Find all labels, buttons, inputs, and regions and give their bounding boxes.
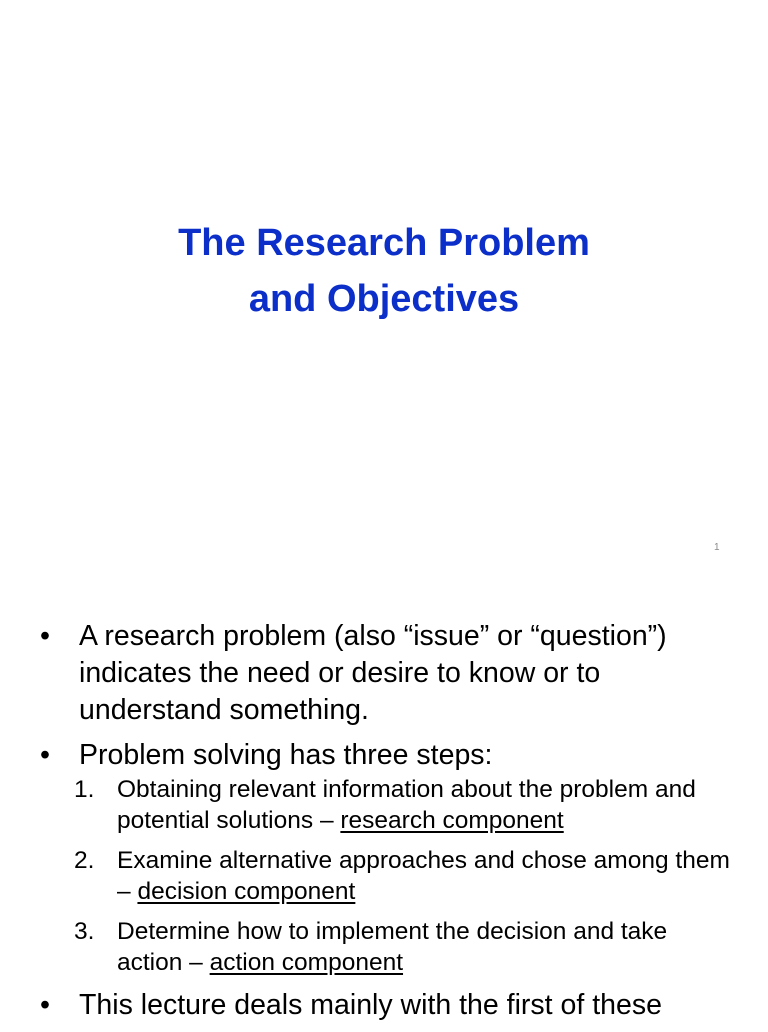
bullet-icon: • xyxy=(40,620,50,652)
bullet-text: This lecture deals mainly with the first of these xyxy=(79,989,662,1021)
bullet-icon: • xyxy=(40,739,50,771)
steps-list xyxy=(0,774,768,978)
title-line-1: The Research Problem xyxy=(178,222,590,265)
step-text: Obtaining relevant information about the problem and potential solutions – xyxy=(117,776,696,834)
bullet-item-research-problem xyxy=(0,618,768,729)
slide-number: 1 xyxy=(714,542,720,553)
step-item-2 xyxy=(0,845,768,907)
step-component: action component xyxy=(209,949,404,976)
bullet-item-problem-solving xyxy=(0,737,768,978)
slide-title xyxy=(0,215,768,327)
slide-2 xyxy=(0,576,768,1024)
bullet-list xyxy=(0,618,768,1032)
step-component: decision component xyxy=(137,878,356,905)
step-item-1 xyxy=(0,774,768,836)
step-item-3 xyxy=(0,916,768,978)
step-text: Determine how to implement the decision and take action – xyxy=(117,918,668,976)
bullet-item-lecture-focus xyxy=(0,987,768,1024)
step-component: research component xyxy=(340,807,564,834)
step-text: Examine alternative approaches and chose among them – xyxy=(117,847,730,905)
bullet-text: Problem solving has three steps: xyxy=(79,739,493,771)
step-number: 3. xyxy=(74,918,95,945)
title-line-2: and Objectives xyxy=(248,278,520,321)
bullet-text: A research problem (also “issue” or “question”) indicates the need or desire to know or to understand something. xyxy=(79,620,667,726)
bullet-icon: • xyxy=(40,989,50,1021)
step-number: 2. xyxy=(74,847,95,874)
step-number: 1. xyxy=(74,776,95,803)
